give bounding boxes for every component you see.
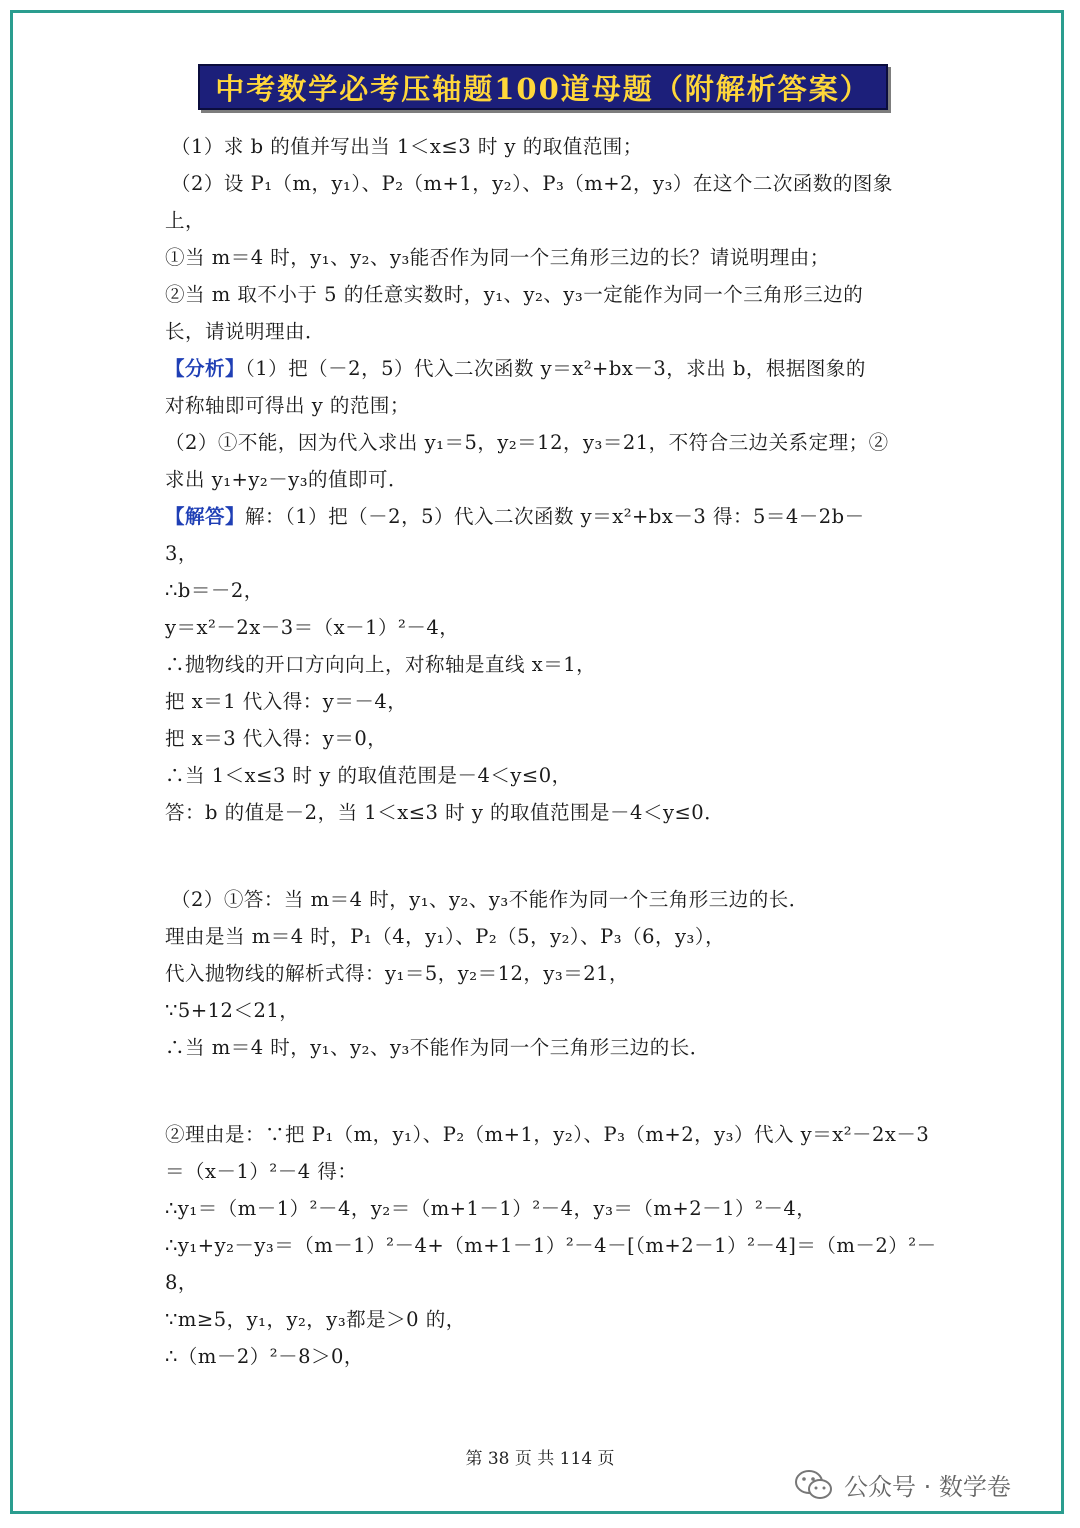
question-line: （1）求 b 的值并写出当 1＜x≤3 时 y 的取值范围；	[171, 135, 643, 158]
analysis-tag: 【分析】	[165, 357, 246, 380]
answer-line: ∴抛物线的开口方向向上，对称轴是直线 x＝1，	[165, 653, 597, 676]
analysis-line: 对称轴即可得出 y 的范围；	[165, 394, 410, 417]
answer-line: 把 x＝1 代入得：y＝－4，	[165, 690, 408, 713]
answer-line: （2）①答：当 m＝4 时，y₁、y₂、y₃不能作为同一个三角形三边的长．	[171, 888, 809, 911]
question-line: 长，请说明理由．	[165, 320, 326, 343]
answer-line: 3，	[165, 542, 198, 565]
solution-body	[165, 128, 937, 1375]
title-banner	[198, 64, 888, 110]
answer-line: y＝x²－2x－3＝（x－1）²－4，	[165, 616, 460, 639]
page-title: 中考数学必考压轴题100道母题（附解析答案）	[215, 71, 871, 106]
question-line: ②当 m 取不小于 5 的任意实数时，y₁、y₂、y₃一定能作为同一个三角形三边的	[165, 283, 864, 306]
answer-line: 8，	[165, 1271, 198, 1294]
page-number: 第 38 页 共 114 页	[465, 1449, 615, 1469]
answer-line: ∴b＝－2，	[165, 579, 264, 602]
analysis-line: （2）①不能，因为代入求出 y₁＝5，y₂＝12，y₃＝21，不符合三边关系定理；②	[165, 431, 889, 454]
answer-line: ②理由是：∵把 P₁（m，y₁）、P₂（m+1，y₂）、P₃（m+2，y₃）代入 y＝x²－2x－3	[165, 1123, 930, 1146]
answer-line: ∴y₁+y₂－y₃＝（m－1）²－4+（m+1－1）²－4－[（m+2－1）²－4]＝（m－2）²－	[165, 1234, 937, 1257]
wechat-icon	[794, 1468, 834, 1502]
question-line: 上，	[165, 209, 206, 232]
analysis-line: 【分析】（1）把（－2，5）代入二次函数 y＝x²+bx－3，求出 b，根据图象的	[165, 357, 866, 380]
answer-line: ∴当 1＜x≤3 时 y 的取值范围是－4＜y≤0，	[165, 764, 572, 787]
answer-line: ＝（x－1）²－4 得：	[165, 1160, 358, 1183]
answer-line: ∴y₁＝（m－1）²－4，y₂＝（m+1－1）²－4，y₃＝（m+2－1）²－4，	[165, 1197, 817, 1220]
answer-line: 代入抛物线的解析式得：y₁＝5，y₂＝12，y₃＝21，	[165, 962, 630, 985]
question-line: （2）设 P₁（m，y₁）、P₂（m+1，y₂）、P₃（m+2，y₃）在这个二次函数的图象	[171, 172, 893, 195]
watermark	[794, 1467, 1011, 1502]
answer-line: 【解答】解：（1）把（－2，5）代入二次函数 y＝x²+bx－3 得：5＝4－2b－	[165, 505, 865, 528]
answer-line: ∵m≥5，y₁，y₂，y₃都是＞0 的，	[165, 1308, 466, 1331]
analysis-line: 求出 y₁+y₂－y₃的值即可．	[165, 468, 409, 491]
answer-line: 把 x＝3 代入得：y＝0，	[165, 727, 388, 750]
answer-line: ∵5+12＜21，	[165, 999, 300, 1022]
answer-line: ∴当 m＝4 时，y₁、y₂、y₃不能作为同一个三角形三边的长．	[165, 1036, 710, 1059]
answer-tag: 【解答】	[165, 505, 246, 528]
watermark-text: 公众号 · 数学卷	[844, 1473, 1011, 1501]
question-line: ①当 m＝4 时，y₁、y₂、y₃能否作为同一个三角形三边的长？请说明理由；	[165, 246, 830, 269]
answer-line: 答：b 的值是－2，当 1＜x≤3 时 y 的取值范围是－4＜y≤0．	[165, 801, 725, 824]
answer-line: 理由是当 m＝4 时，P₁（4，y₁）、P₂（5，y₂）、P₃（6，y₃），	[165, 925, 726, 948]
answer-line: ∴（m－2）²－8＞0，	[165, 1345, 364, 1368]
